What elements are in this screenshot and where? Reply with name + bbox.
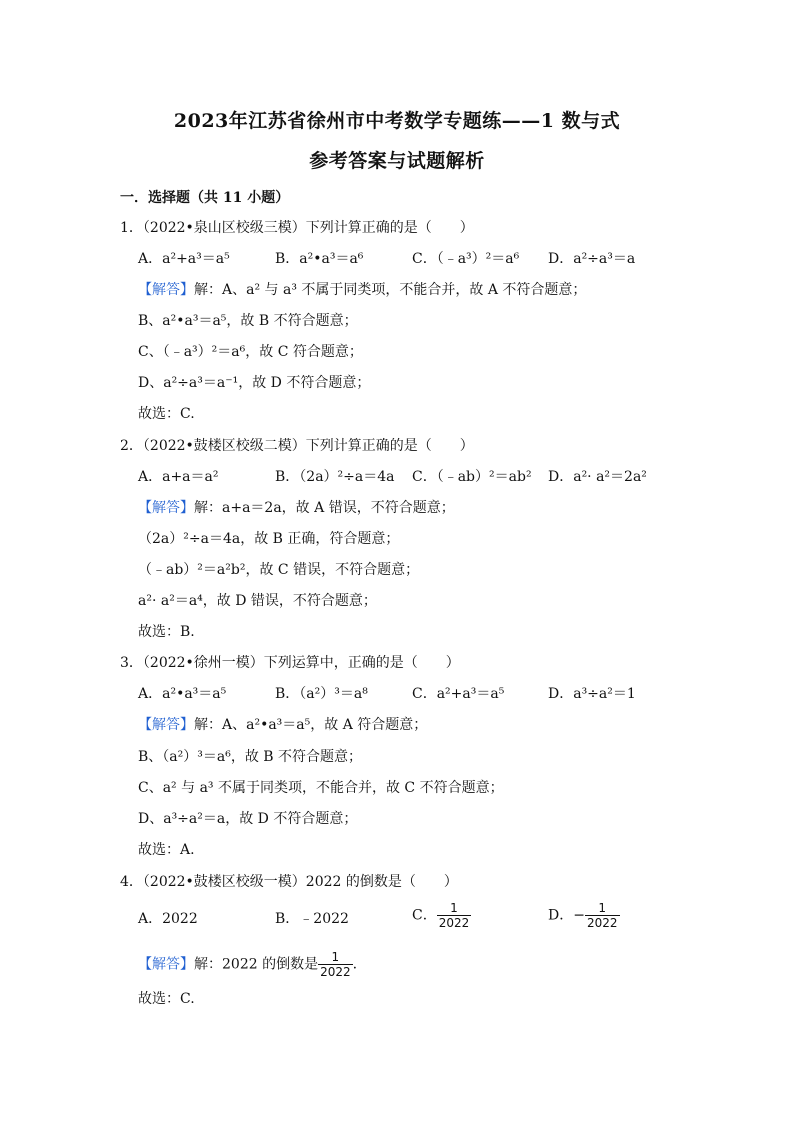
q2-solution-2: （2a）²÷a＝4a，故 B 正确，符合题意； — [138, 531, 400, 547]
q2-solution-1: 解：a+a＝2a，故 A 错误，不符合题意； — [194, 500, 455, 516]
q3-option-b: B．（a²）³＝a⁸ — [275, 686, 368, 702]
q1-option-b: B．a²•a³＝a⁶ — [275, 251, 364, 267]
q1-solution-2: B、a²•a³＝a⁵，故 B 不符合题意； — [138, 313, 358, 329]
q3-stem: 3．（2022•徐州一模）下列运算中，正确的是（ ） — [120, 655, 460, 671]
q1-solution-1: 解：A、a² 与 a³ 不属于同类项，不能合并，故 A 不符合题意； — [194, 282, 587, 298]
q3-solution-4: D、a³÷a²＝a，故 D 不符合题意； — [138, 811, 358, 827]
q4-option-c — [412, 901, 471, 930]
page-subtitle: 参考答案与试题解析 — [309, 150, 485, 172]
q4-option-d — [548, 901, 620, 930]
q4-solution-prefix: 解：2022 的倒数是 — [194, 956, 319, 973]
q1-option-c: C．（﹣a³）²＝a⁶ — [412, 251, 520, 267]
answer-tag: 【解答】 — [138, 717, 194, 733]
q2-solution-line — [138, 499, 455, 517]
q1-solution-line — [138, 281, 586, 299]
q4-stem: 4．（2022•鼓楼区校级一模）2022 的倒数是（ ） — [120, 874, 458, 890]
fraction-denominator: 2022 — [438, 916, 470, 930]
q4-solution-line — [138, 950, 357, 979]
q1-answer: 故选：C. — [138, 406, 195, 422]
q4-option-c-fraction — [437, 901, 472, 930]
q2-option-a: A．a+a＝a² — [138, 469, 219, 485]
fraction-numerator: 1 — [331, 950, 340, 964]
minus-sign: − — [573, 907, 585, 924]
q3-solution-1: 解：A、a²•a³＝a⁵，故 A 符合题意； — [194, 717, 428, 733]
answer-tag: 【解答】 — [138, 282, 194, 298]
q4-option-b: B．﹣2022 — [275, 911, 349, 927]
q2-option-b: B．（2a）²÷a＝4a — [275, 469, 395, 485]
q4-option-d-fraction — [585, 901, 620, 930]
answer-tag: 【解答】 — [138, 500, 194, 516]
q4-option-a: A．2022 — [138, 911, 198, 927]
q1-option-d: D．a²÷a³＝a — [548, 251, 636, 267]
q3-answer: 故选：A. — [138, 842, 195, 858]
q3-option-a: A．a²•a³＝a⁵ — [138, 686, 227, 702]
q3-solution-3: C、a² 与 a³ 不属于同类项，不能合并，故 C 不符合题意； — [138, 780, 504, 796]
q2-answer: 故选：B. — [138, 624, 195, 640]
q4-option-c-label: C． — [412, 907, 437, 924]
page-title: 2023年江苏省徐州市中考数学专题练——1 数与式 — [173, 110, 621, 132]
q4-option-d-label: D． — [548, 907, 574, 924]
q3-option-d: D．a³÷a²＝1 — [548, 686, 636, 702]
q2-solution-3: （﹣ab）²＝a²b²，故 C 错误，不符合题意； — [138, 562, 420, 578]
q2-stem: 2．（2022•鼓楼区校级二模）下列计算正确的是（ ） — [120, 438, 474, 454]
q1-option-a: A．a²+a³＝a⁵ — [138, 251, 230, 267]
q2-solution-4: a²· a²＝a⁴，故 D 错误，不符合题意； — [138, 593, 377, 609]
q4-solution-suffix: . — [352, 956, 358, 973]
q1-solution-3: C、（﹣a³）²＝a⁶，故 C 符合题意； — [138, 344, 363, 360]
fraction-numerator: 1 — [450, 901, 458, 915]
fraction-denominator: 2022 — [586, 916, 618, 930]
fraction-denominator: 2022 — [320, 965, 351, 979]
q1-solution-4: D、a²÷a³＝a⁻¹，故 D 不符合题意； — [138, 375, 371, 391]
q2-option-c: C．（﹣ab）²＝ab² — [412, 469, 532, 485]
q3-solution-line — [138, 716, 427, 734]
section-heading: 一．选择题（共 11 小题） — [120, 190, 290, 206]
fraction-numerator: 1 — [598, 901, 607, 915]
q4-solution-fraction — [318, 950, 353, 979]
q1-stem: 1．（2022•泉山区校级三模）下列计算正确的是（ ） — [120, 220, 474, 236]
q2-option-d: D．a²· a²＝2a² — [548, 469, 647, 485]
q4-answer: 故选：C. — [138, 991, 195, 1007]
q3-option-c: C．a²+a³＝a⁵ — [412, 686, 505, 702]
answer-tag: 【解答】 — [138, 956, 194, 973]
q3-solution-2: B、（a²）³＝a⁶，故 B 不符合题意； — [138, 749, 363, 765]
